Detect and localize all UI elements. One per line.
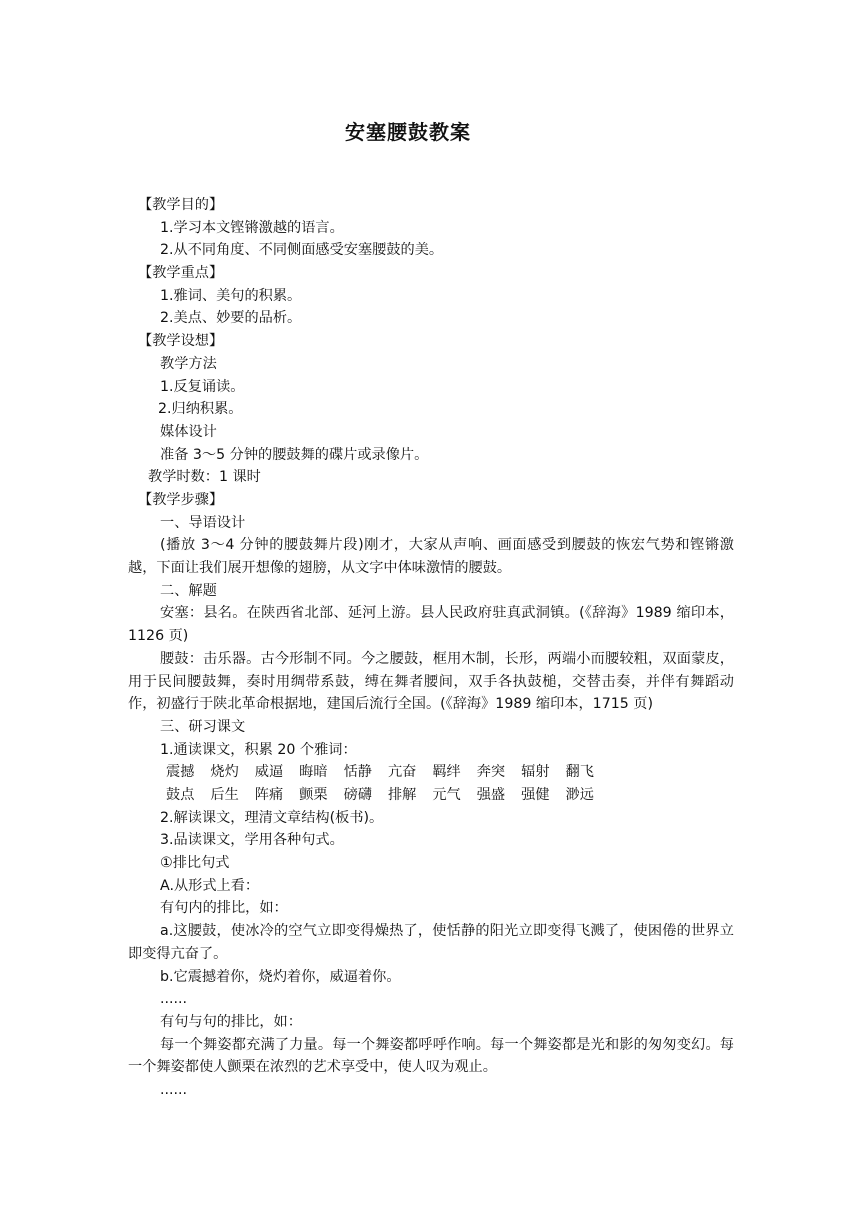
key-point-item-2: 2.美点、妙要的品析。 xyxy=(160,310,302,327)
section-heading-objectives: 【教学目的】 xyxy=(138,197,224,213)
vocab-word: 辐射 xyxy=(521,764,550,781)
vocab-word: 渺远 xyxy=(565,786,594,803)
vocab-word: 威逼 xyxy=(254,764,284,781)
vocab-word: 元气 xyxy=(432,786,461,803)
parallelism-inner-label: 有句内的排比，如： xyxy=(160,900,288,917)
vocab-word: 磅礴 xyxy=(343,786,372,803)
section-heading-steps: 【教学步骤】 xyxy=(138,491,224,508)
method-item-1: 1.反复诵读。 xyxy=(160,378,245,395)
step-3-item-1: 1.通读课文，积累 20 个雅词： xyxy=(160,741,357,758)
key-point-item-1: 1.雅词、美句的积累。 xyxy=(160,287,302,304)
step-3-item-2: 2.解读课文，理清文章结构(板书)。 xyxy=(160,809,384,826)
objective-item-1: 1.学习本文铿锵激越的语言。 xyxy=(160,219,344,236)
parallelism-between-example: 每一个舞姿都充满了力量。每一个舞姿都呼呼作响。每一个舞姿都是光和影的匆匆变幻。每一个舞姿都使人颤栗在浓烈的艺术享受中，使人叹为观止。 xyxy=(128,1036,734,1076)
teaching-time: 教学时数：1 课时 xyxy=(148,469,261,486)
step-2-heading: 二、解题 xyxy=(160,582,217,599)
section-heading-key-points: 【教学重点】 xyxy=(138,265,224,282)
ellipsis-1: ...... xyxy=(160,991,188,1008)
step-3-heading: 三、研习课文 xyxy=(160,718,246,735)
vocab-word: 颤栗 xyxy=(299,786,328,803)
vocab-word: 震撼 xyxy=(166,764,195,781)
parallelism-between-label: 有句与句的排比，如： xyxy=(160,1013,302,1030)
step-1-paragraph: (播放 3～4 分钟的腰鼓舞片段)刚才，大家从声响、画面感受到腰鼓的恢宏气势和铿锵激越，下面让我们展开想像的翅膀，从文字中体味激情的腰鼓。 xyxy=(128,537,734,577)
objective-item-2: 2.从不同角度、不同侧面感受安塞腰鼓的美。 xyxy=(160,242,444,259)
parallelism-example-b: b.它震撼着你，烧灼着你，威逼着你。 xyxy=(160,968,401,985)
vocab-word: 羁绊 xyxy=(432,764,461,781)
media-prepare-text: 准备 3～5 分钟的腰鼓舞的碟片或录像片。 xyxy=(160,446,429,463)
vocab-word: 翻飞 xyxy=(565,764,594,781)
vocab-word: 恬静 xyxy=(343,764,372,781)
method-item-2: 2.归纳积累。 xyxy=(158,401,243,418)
vocab-word: 后生 xyxy=(210,786,239,803)
teaching-method-label: 教学方法 xyxy=(160,355,217,372)
ellipsis-2: ...... xyxy=(160,1081,188,1098)
vocab-word: 亢奋 xyxy=(387,764,417,781)
vocab-word: 鼓点 xyxy=(166,786,195,803)
section-heading-design: 【教学设想】 xyxy=(138,333,224,350)
step-2-paragraph-yaogu: 腰鼓：击乐器。古今形制不同。今之腰鼓，框用木制，长形，两端小而腰较粗，双面蒙皮，用于民间腰鼓舞，奏时用绸带系鼓，缚在舞者腰间，双手各执鼓槌，交替击奏，并伴有舞蹈动作，初盛行于陕北革命根据地，建国后流行全国。(《辞海》1989 缩印本，1715 页) xyxy=(128,650,734,713)
parallelism-example-a: a.这腰鼓，使冰冷的空气立即变得燥热了，使恬静的阳光立即变得飞溅了，使困倦的世界立即变得亢奋了。 xyxy=(128,923,734,962)
step-1-heading: 一、导语设计 xyxy=(160,514,246,531)
step-2-paragraph-ansai: 安塞：县名。在陕西省北部、延河上游。县人民政府驻真武洞镇。(《辞海》1989 缩印本，1126 页) xyxy=(128,605,734,645)
vocab-word: 奔突 xyxy=(476,764,506,781)
vocab-word: 烧灼 xyxy=(210,764,239,781)
parallelism-form-label: A.从形式上看： xyxy=(160,877,260,894)
vocab-word: 强健 xyxy=(521,786,550,803)
vocab-word: 晦暗 xyxy=(299,764,328,781)
vocabulary-row-1 xyxy=(128,761,734,784)
vocab-word: 阵痛 xyxy=(254,786,284,803)
page-title: 安塞腰鼓教案 xyxy=(345,120,471,144)
step-3-item-3: 3.品读课文，学用各种句式。 xyxy=(160,832,344,849)
vocabulary-row-2 xyxy=(128,784,734,807)
media-design-label: 媒体设计 xyxy=(160,423,217,440)
parallelism-heading: ①排比句式 xyxy=(160,855,230,872)
vocab-word: 强盛 xyxy=(476,786,506,803)
document-body xyxy=(128,194,734,1102)
vocab-word: 排解 xyxy=(387,786,417,803)
